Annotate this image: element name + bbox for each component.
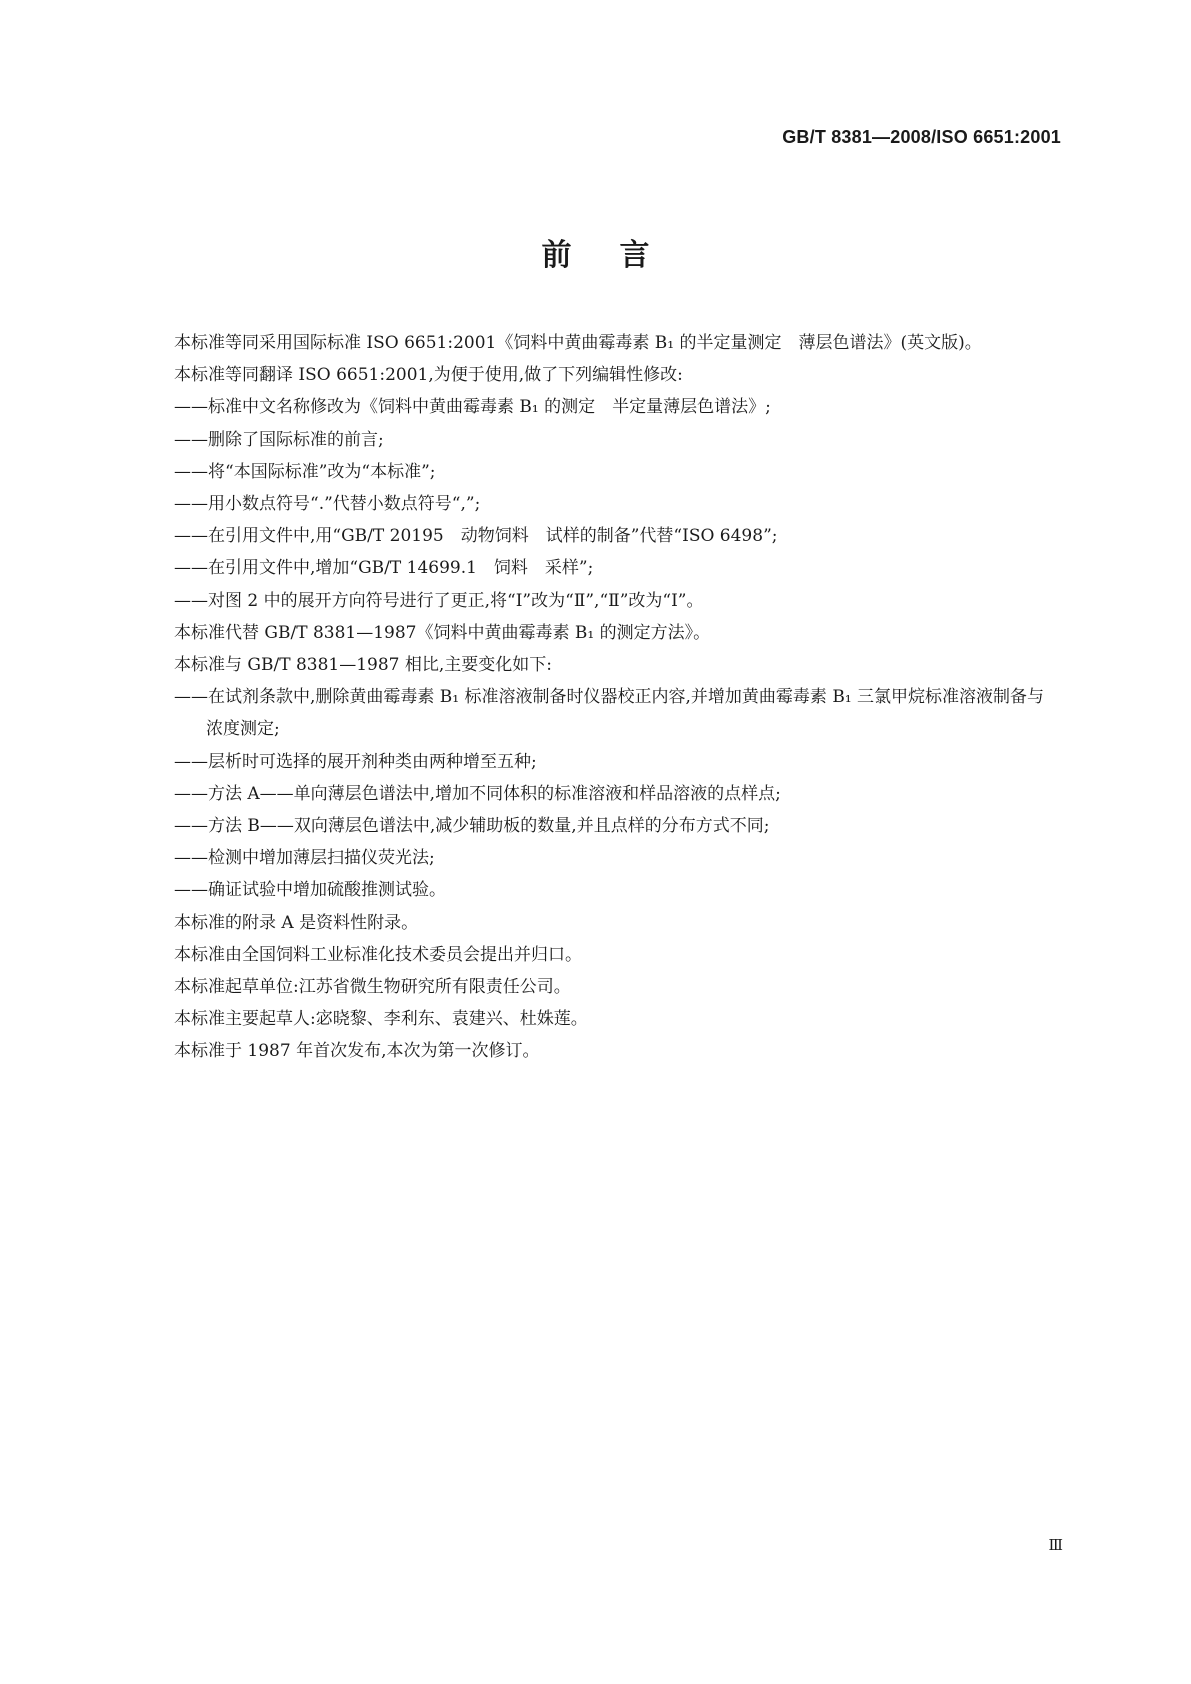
paragraph-committee: 本标准由全国饲料工业标准化技术委员会提出并归口。 — [174, 944, 582, 965]
list-item-main-change: ——在试剂条款中,删除黄曲霉毒素 B₁ 标准溶液制备时仪器校正内容,并增加黄曲霉毒素 B₁ 三氯甲烷标准溶液制备与浓度测定; — [174, 687, 1045, 740]
list-item-main-change: ——检测中增加薄层扫描仪荧光法; — [174, 848, 435, 869]
foreword-body — [126, 327, 1056, 1068]
list-item-edit-change: ——在引用文件中,用“GB/T 20195 动物饲料 试样的制备”代替“ISO 6498”; — [174, 526, 778, 547]
paragraph-drafters: 本标准主要起草人:宓晓黎、李利东、袁建兴、杜姝莲。 — [174, 1009, 588, 1030]
paragraph-drafting-unit: 本标准起草单位:江苏省微生物研究所有限责任公司。 — [174, 977, 571, 998]
list-item-edit-change: ——将“本国际标准”改为“本标准”; — [174, 461, 436, 482]
paragraph-replaces: 本标准代替 GB/T 8381—1987《饲料中黄曲霉毒素 B₁ 的测定方法》。 — [174, 622, 711, 643]
list-item-edit-change: ——用小数点符号“.”代替小数点符号“,”; — [174, 494, 481, 515]
list-item-edit-change: ——在引用文件中,增加“GB/T 14699.1 饲料 采样”; — [174, 558, 594, 579]
page-title: 前言 — [541, 238, 698, 273]
list-item-main-change: ——方法 B——双向薄层色谱法中,减少辅助板的数量,并且点样的分布方式不同; — [174, 816, 770, 837]
standard-number: GB/T 8381—2008/ISO 6651:2001 — [782, 127, 1061, 147]
paragraph-comparison: 本标准与 GB/T 8381—1987 相比,主要变化如下: — [174, 655, 553, 676]
list-item-edit-change: ——删除了国际标准的前言; — [174, 429, 384, 450]
list-item-edit-change: ——标准中文名称修改为《饲料中黄曲霉毒素 B₁ 的测定 半定量薄层色谱法》; — [174, 397, 771, 418]
list-item-main-change: ——确证试验中增加硫酸推测试验。 — [174, 880, 446, 901]
paragraph-annex: 本标准的附录 A 是资料性附录。 — [174, 912, 419, 933]
list-item-edit-change: ——对图 2 中的展开方向符号进行了更正,将“Ⅰ”改为“Ⅱ”,“Ⅱ”改为“Ⅰ”。 — [174, 590, 704, 611]
page-number: Ⅲ — [1048, 1536, 1063, 1554]
list-item-main-change: ——层析时可选择的展开剂种类由两种增至五种; — [174, 751, 537, 772]
paragraph-history: 本标准于 1987 年首次发布,本次为第一次修订。 — [174, 1041, 540, 1062]
paragraph-translation: 本标准等同翻译 ISO 6651:2001,为便于使用,做了下列编辑性修改: — [174, 365, 683, 386]
paragraph-adoption: 本标准等同采用国际标准 ISO 6651:2001《饲料中黄曲霉毒素 B₁ 的半定量测定 薄层色谱法》(英文版)。 — [174, 333, 982, 353]
list-item-main-change: ——方法 A——单向薄层色谱法中,增加不同体积的标准溶液和样品溶液的点样点; — [174, 783, 781, 804]
